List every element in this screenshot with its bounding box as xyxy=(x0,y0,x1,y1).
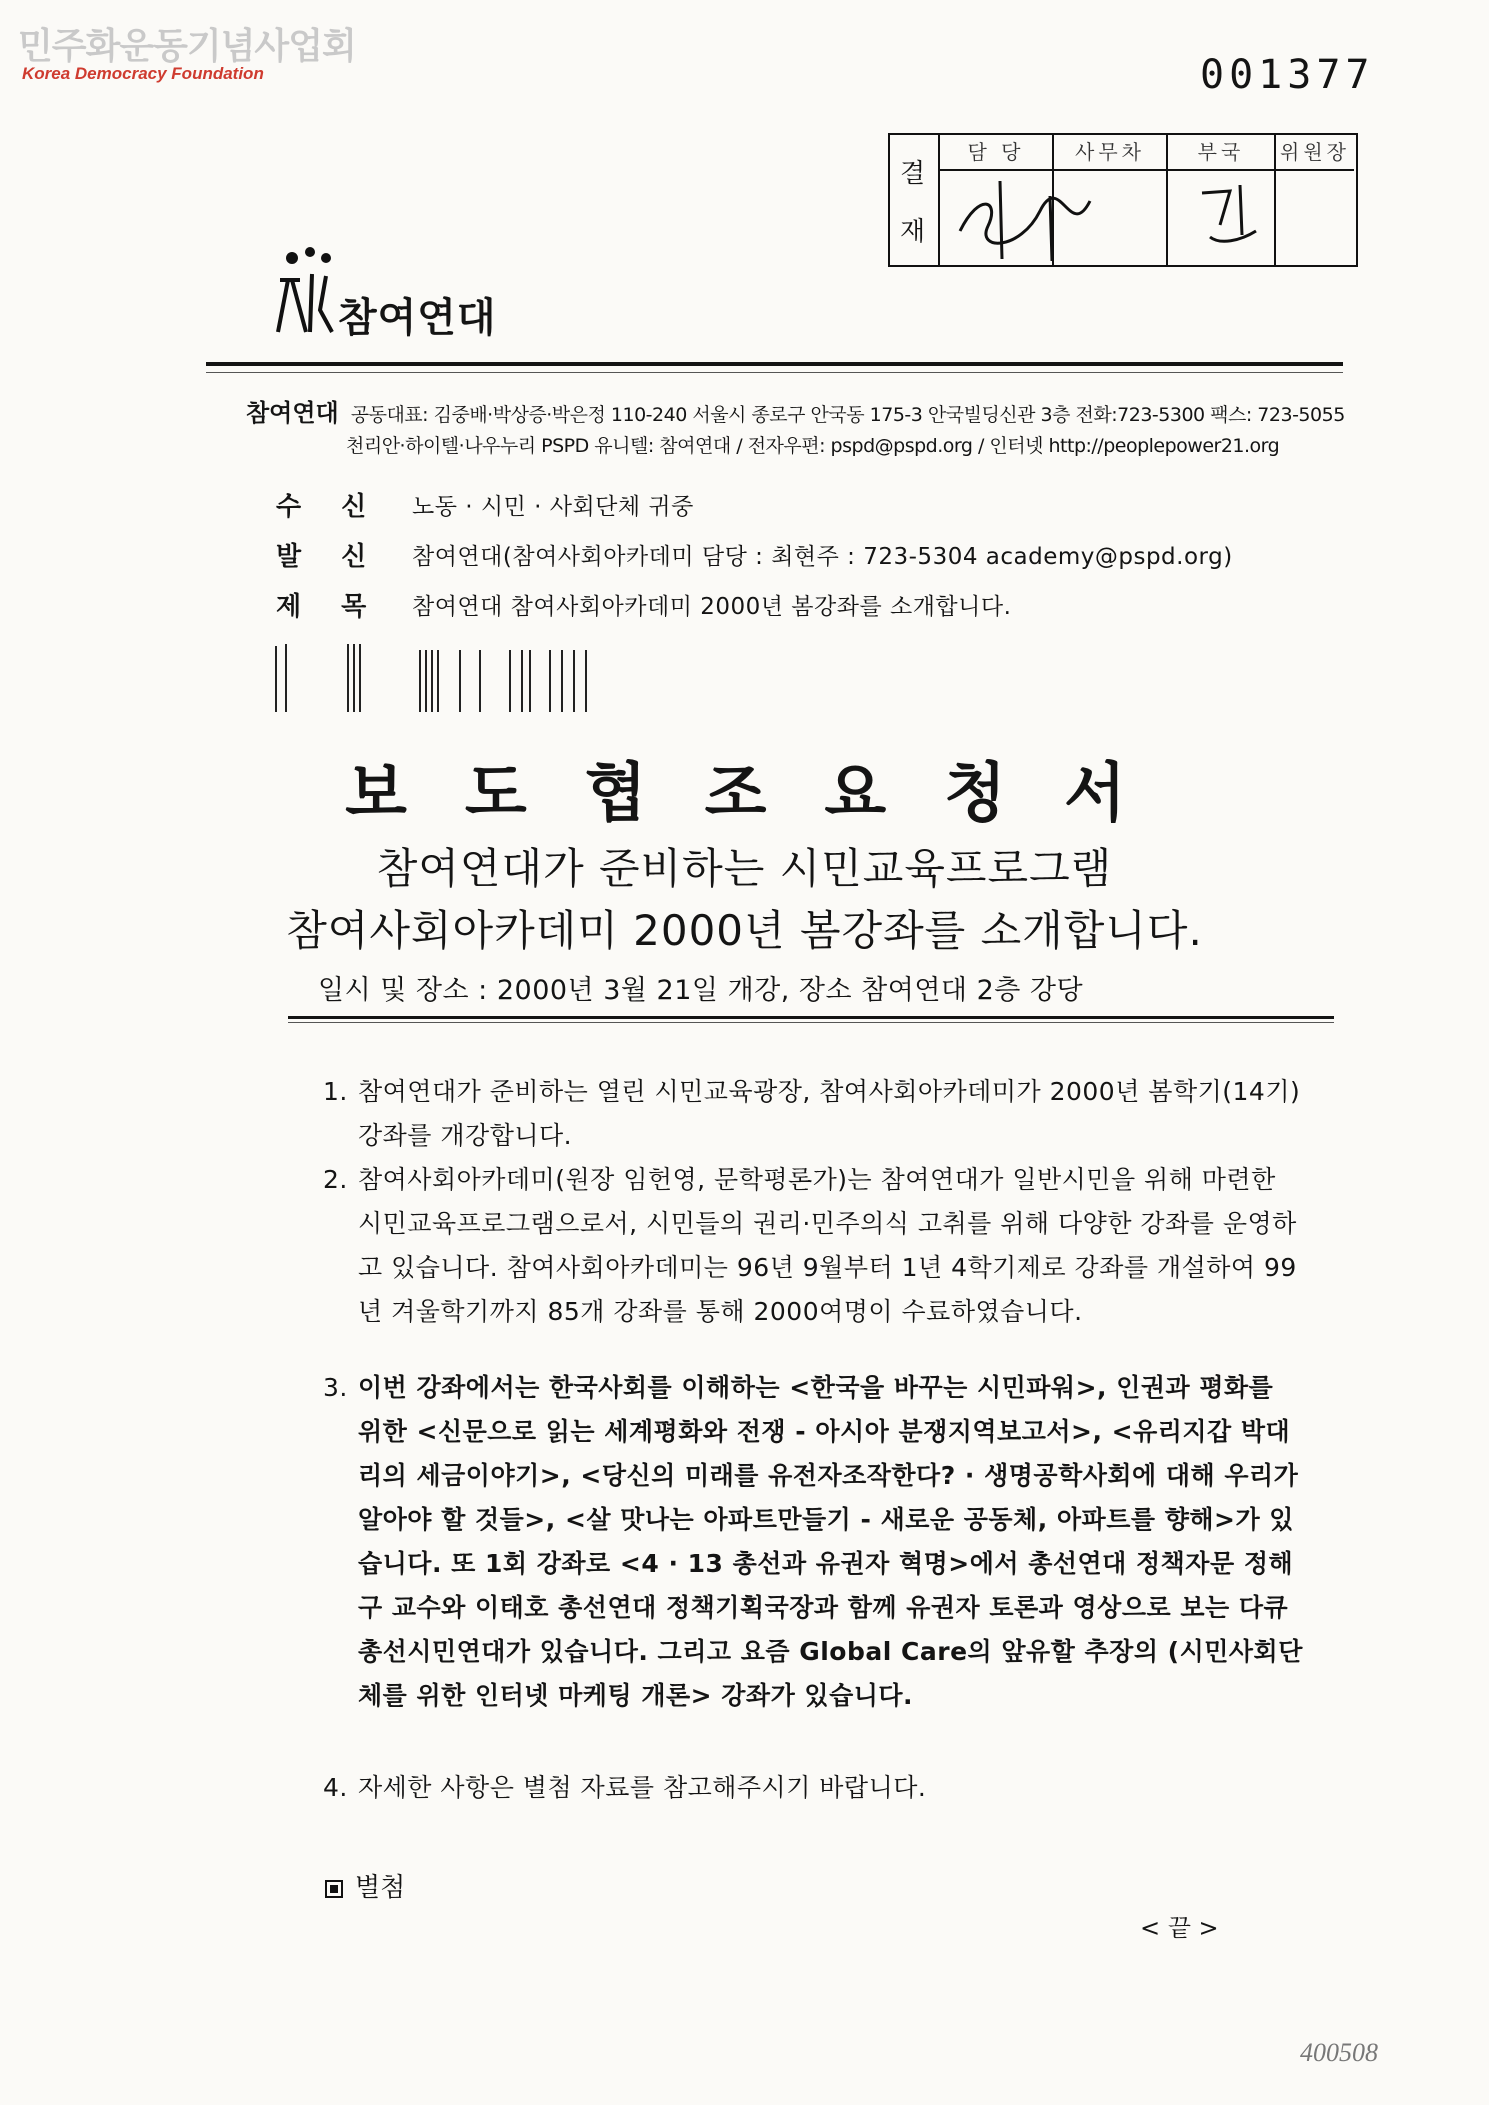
meta-label-recipient: 수신 xyxy=(276,492,407,522)
subtitle-2: 참여사회아카데미 2000년 봄강좌를 소개합니다. xyxy=(286,906,1203,955)
approval-col-label: 위원장 xyxy=(1276,135,1354,171)
approval-col-4 xyxy=(1276,135,1354,265)
item-text: 자세한 사항은 별첨 자료를 참고해주시기 바랍니다. xyxy=(358,1773,927,1802)
approval-col-label: 부국 xyxy=(1168,135,1274,171)
meta-value-sender: 참여연대(참여사회아카데미 담당 : 최현주 : 723-5304 academy@pspd.org) xyxy=(412,544,1233,570)
list-item xyxy=(325,1366,1305,1718)
meta-value-subject: 참여연대 참여사회아카데미 2000년 봄강좌를 소개합니다. xyxy=(412,594,1012,620)
item-number: 2. xyxy=(323,1165,348,1194)
attachment-label: 별첨 xyxy=(355,1873,406,1903)
attachment-box-icon xyxy=(325,1880,343,1898)
approval-col-label: 사무차 xyxy=(1054,135,1166,171)
date-and-place: 일시 및 장소 : 2000년 3월 21일 개강, 장소 참여연대 2층 강당 xyxy=(318,975,1084,1006)
approval-box xyxy=(888,133,1358,267)
meta-value-recipient: 노동 · 시민 · 사회단체 귀중 xyxy=(412,494,694,520)
signature-kim xyxy=(1190,175,1270,255)
watermark-korean: 민주화운동기념사업회 xyxy=(18,26,356,67)
title-divider xyxy=(288,1016,1334,1019)
header-divider xyxy=(206,362,1343,366)
approval-head-2: 재 xyxy=(900,217,926,247)
org-logo-icon xyxy=(270,240,344,340)
header-divider-thin xyxy=(206,372,1343,373)
scan-artifact xyxy=(270,640,630,718)
meta-label-subject: 제목 xyxy=(276,592,407,622)
item-text: 참여사회아카데미(원장 임헌영, 문학평론가)는 참여연대가 일반시민을 위해 마련한 시민교육프로그램으로서, 시민들의 권리·민주의식 고취를 위해 다양한 강좌를 운영하고 있습니다. 참여사회아카데미는 96년 9월부터 1년 4학기제로 강좌를 개설하여 99년 겨울학기까지 85개 강좌를 통해 2000여명이 수료하였습니다. xyxy=(358,1165,1297,1326)
title-divider-thin xyxy=(288,1022,1334,1023)
list-item xyxy=(325,1070,1305,1158)
approval-head xyxy=(890,135,940,265)
address-org: 참여연대 xyxy=(246,399,339,427)
watermark-english: Korea Democracy Foundation xyxy=(22,64,264,83)
subtitle-1: 참여연대가 준비하는 시민교육프로그램 xyxy=(376,844,1113,893)
item-number: 3. xyxy=(323,1373,348,1402)
org-name: 참여연대 xyxy=(338,295,497,341)
document-title: 보도협조요청서 xyxy=(345,757,1184,831)
attachment-note xyxy=(325,1867,405,1904)
meta-label-sender: 발신 xyxy=(276,542,407,572)
list-item xyxy=(325,1766,1305,1810)
address-text-1: 공동대표: 김중배·박상증·박은정 110-240 서울시 종로구 안국동 175-3 안국빌딩신관 3층 전화:723-5300 팩스: 723-5055 xyxy=(350,404,1345,426)
signature-scribble xyxy=(940,171,1170,263)
end-mark: < 끝 > xyxy=(1140,1914,1219,1942)
list-item xyxy=(325,1158,1305,1334)
address-line-1 xyxy=(246,393,1345,428)
document-number: 001377 xyxy=(1200,52,1375,98)
approval-head-1: 결 xyxy=(900,159,926,189)
item-text: 참여연대가 준비하는 열린 시민교육광장, 참여사회아카데미가 2000년 봄학기(14기) 강좌를 개강합니다. xyxy=(358,1077,1301,1150)
item-number: 4. xyxy=(323,1773,348,1802)
address-line-2: 천리안·하이텔·나우누리 PSPD 유니텔: 참여연대 / 전자우편: pspd@pspd.org / 인터넷 http://peoplepower21.org xyxy=(346,435,1280,457)
approval-col-label: 담 당 xyxy=(940,135,1052,171)
item-number: 1. xyxy=(323,1077,348,1106)
item-text: 이번 강좌에서는 한국사회를 이해하는 <한국을 바꾸는 시민파워>, 인권과 평화를 위한 <신문으로 읽는 세계평화와 전쟁 - 아시아 분쟁지역보고서>, <유리지갑 박대리의 세금이야기>, <당신의 미래를 유전자조작한다? · 생명공학사회에 대해 우리가 알아야 할 것들>, <살 맛나는 아파트만들기 - 새로운 공동체, 아파트를 향해>가 있습니다. 또 1회 강좌로 <4 · 13 총선과 유권자 혁명>에서 총선연대 정책자문 정해구 교수와 이태호 총선연대 정책기획국장과 함께 유권자 토론과 영상으로 보는 다큐 총선시민연대가 있습니다. 그리고 요즘 Global Care의 앞유할 추장의 (시민사회단체를 위한 인터넷 마케팅 개론> 강좌가 있습니다. xyxy=(358,1373,1303,1710)
archive-stamp-number: 400508 xyxy=(1300,2038,1378,2067)
